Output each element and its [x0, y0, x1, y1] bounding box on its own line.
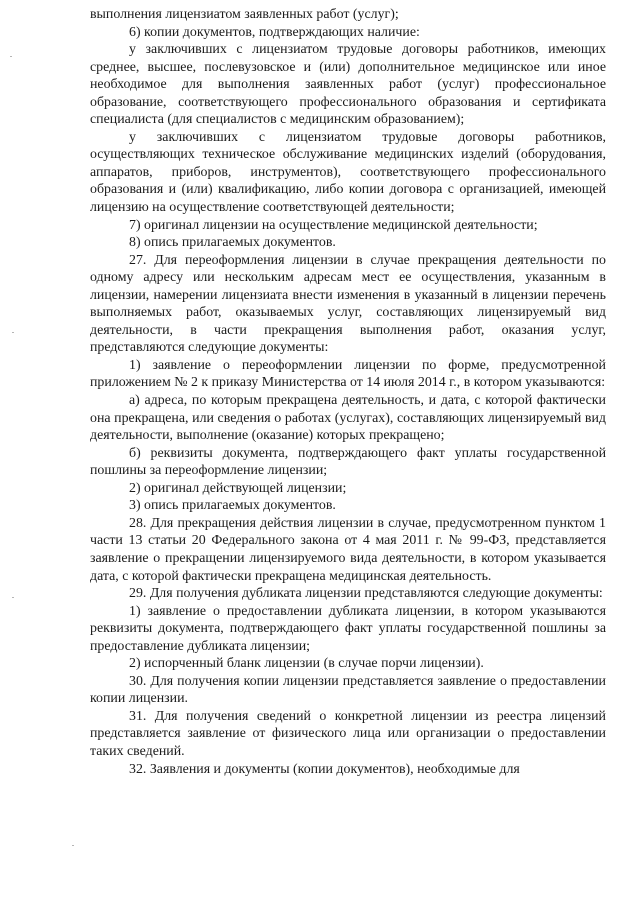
paragraph: 2) испорченный бланк лицензии (в случае порчи лицензии).	[129, 656, 484, 672]
paragraph: 6) копии документов, подтверждающих наличие:	[129, 24, 420, 40]
paragraph: 30. Для получения копии лицензии представляется заявление о предоставлении копии лицензии.	[90, 673, 606, 707]
paragraph: 1) заявление о переоформлении лицензии по форме, предусмотренной приложением № 2 к приказу Министерства от 14 июля 2014 г., в котором указываются:	[90, 357, 606, 391]
paragraph: у заключивших с лицензиатом трудовые договоры работников, имеющих среднее, высшее, послевузовское и (или) дополнительное медицинское или иное необходимое для выполнения заявленных работ (услуг) профессиональное образование, соответствующего профессионального образования и сертификата специалиста (для специалистов с медицинским образованием);	[90, 42, 606, 128]
scan-speck	[72, 845, 74, 846]
paragraph: 31. Для получения сведений о конкретной лицензии из реестра лицензий представляется заявление от физического лица или организации о предоставлении таких сведений.	[90, 708, 606, 759]
paragraph: 7) оригинал лицензии на осуществление медицинской деятельности;	[129, 217, 538, 233]
paragraph: а) адреса, по которым прекращена деятельность, и дата, с которой фактически она прекращена, или сведения о работах (услугах), составляющих лицензируемый вид деятельности, выполнение (оказание) которых прекращено;	[90, 393, 606, 444]
paragraph: 27. Для переоформления лицензии в случае прекращения деятельности по одному адресу или нескольким адресам мест ее осуществления, указанным в лицензии, намерении лицензиата внести изменения в указанный в лицензии перечень выполняемых работ, оказываемых услуг, составляющих лицензируемый вид деятельности, в части прекращения выполнения работ, оказания услуг, представляются следующие документы:	[90, 252, 606, 356]
paragraph: 32. Заявления и документы (копии документов), необходимые для	[129, 761, 520, 777]
scan-speck	[12, 597, 14, 598]
paragraph: 3) опись прилагаемых документов.	[129, 498, 336, 514]
document-body	[90, 6, 606, 778]
paragraph: 1) заявление о предоставлении дубликата лицензии, в котором указываются реквизиты документа, подтверждающего факт уплаты государственной пошлины за предоставление дубликата лицензии;	[90, 603, 606, 654]
scan-speck	[12, 332, 14, 333]
paragraph: 28. Для прекращения действия лицензии в случае, предусмотренном пунктом 1 части 13 статьи 20 Федерального закона от 4 мая 2011 г. № 99-ФЗ, представляется заявление о прекращении лицензируемого вида деятельности, в котором указывается дата, с которой фактически прекращена медицинская деятельность.	[90, 515, 606, 584]
paragraph: 8) опись прилагаемых документов.	[129, 235, 336, 251]
paragraph: б) реквизиты документа, подтверждающего факт уплаты государственной пошлины за переоформление лицензии;	[90, 445, 606, 479]
paragraph: 29. Для получения дубликата лицензии представляются следующие документы:	[129, 586, 603, 602]
paragraph: 2) оригинал действующей лицензии;	[129, 480, 347, 496]
scan-speck	[10, 56, 12, 57]
paragraph: выполнения лицензиатом заявленных работ (услуг);	[90, 7, 399, 22]
paragraph: у заключивших с лицензиатом трудовые договоры работников, осуществляющих техническое обслуживание медицинских изделий (оборудования, аппаратов, приборов, инструментов), соответствующего профессионального образования и (или) квалификацию, либо копии договора с организацией, имеющей лицензию на осуществление соответствующей деятельности;	[90, 129, 606, 216]
